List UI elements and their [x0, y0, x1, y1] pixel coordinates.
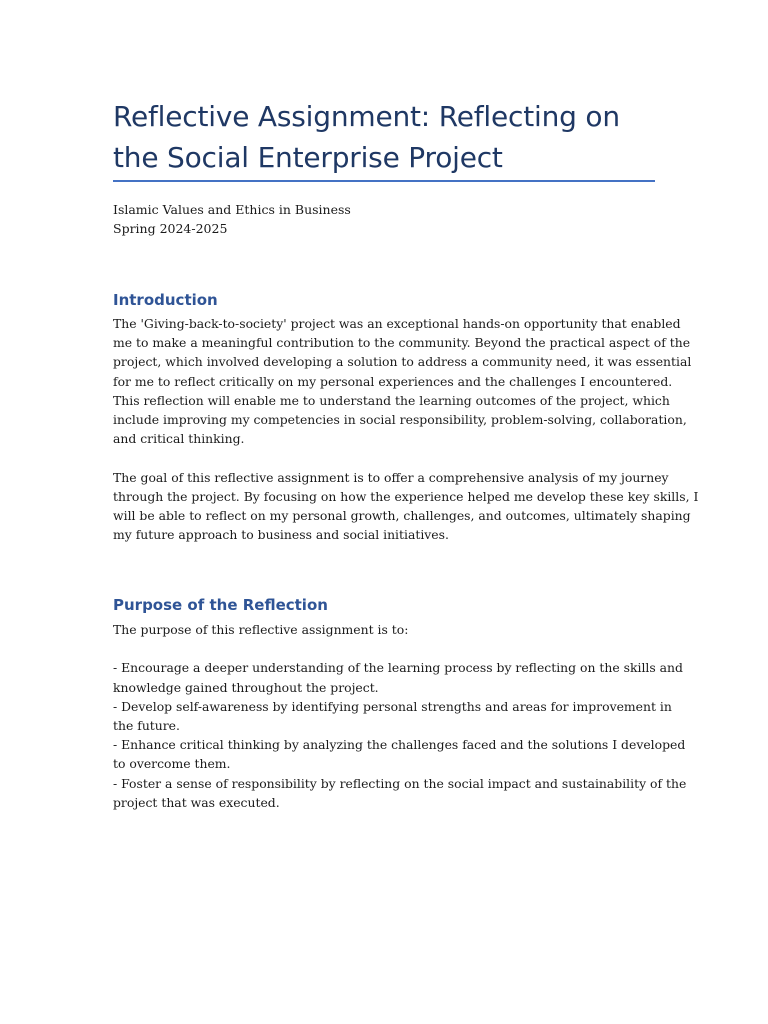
- paragraph-line: include improving my competencies in social responsibility, problem-solving, collaboration,: [113, 412, 687, 428]
- paragraph-line: This reflection will enable me to understand the learning outcomes of the project, which: [113, 392, 670, 408]
- purpose-heading: Purpose of the Reflection: [113, 596, 328, 614]
- paragraph-line: The goal of this reflective assignment is to offer a comprehensive analysis of my journey: [113, 469, 669, 485]
- document-meta: [113, 201, 351, 238]
- paragraph-line: my future approach to business and social initiatives.: [113, 527, 449, 543]
- paragraph-line: me to make a meaningful contribution to the community. Beyond the practical aspect of the: [113, 335, 691, 351]
- paragraph-line: The 'Giving-back-to-society' project was an exceptional hands-on opportunity that enabled: [113, 316, 681, 331]
- title-line: Reflective Assignment: Reflecting on: [113, 100, 620, 133]
- term: Spring 2024-2025: [113, 220, 228, 236]
- title-underline: [113, 180, 655, 182]
- introduction-heading: Introduction: [113, 291, 218, 309]
- list-item: project that was executed.: [113, 794, 280, 810]
- list-item: to overcome them.: [113, 756, 231, 772]
- course-name: Islamic Values and Ethics in Business: [113, 202, 351, 217]
- purpose-body: [113, 620, 687, 812]
- list-item: - Develop self-awareness by identifying personal strengths and areas for improvement in: [113, 698, 672, 714]
- paragraph-line: will be able to reflect on my personal growth, challenges, and outcomes, ultimately shaping: [113, 508, 691, 524]
- purpose-intro: The purpose of this reflective assignment is to:: [113, 622, 409, 637]
- title-line: the Social Enterprise Project: [113, 141, 503, 174]
- document-title: [113, 96, 658, 178]
- paragraph-line: and critical thinking.: [113, 431, 245, 447]
- paragraph-line: for me to reflect critically on my personal experiences and the challenges I encountered.: [113, 373, 673, 389]
- document-page: [113, 0, 699, 1024]
- list-item: - Foster a sense of responsibility by reflecting on the social impact and sustainability of the: [113, 775, 687, 791]
- list-item: - Encourage a deeper understanding of the learning process by reflecting on the skills and: [113, 660, 683, 676]
- list-item: - Enhance critical thinking by analyzing the challenges faced and the solutions I developed: [113, 737, 686, 753]
- introduction-body: [113, 314, 699, 544]
- paragraph-line: through the project. By focusing on how the experience helped me develop these key skills, I: [113, 488, 699, 504]
- list-item: knowledge gained throughout the project.: [113, 679, 379, 695]
- paragraph-line: project, which involved developing a solution to address a community need, it was essential: [113, 354, 692, 370]
- list-item: the future.: [113, 718, 180, 733]
